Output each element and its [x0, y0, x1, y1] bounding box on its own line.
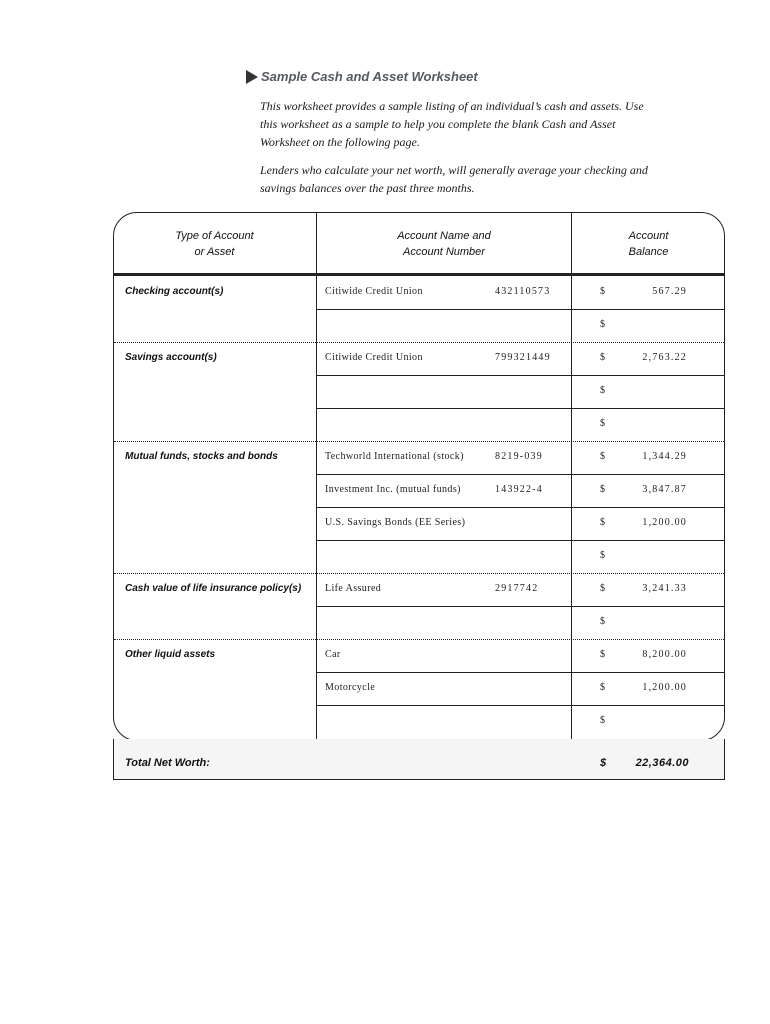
header-type-line2: or Asset [194, 246, 235, 258]
account-number: 8219-039 [495, 451, 543, 462]
category-label: Checking account(s) [125, 286, 224, 297]
account-number: 143922-4 [495, 484, 543, 495]
account-number: 799321449 [495, 352, 551, 363]
dollar-sign: $ [600, 451, 605, 462]
total-dollar-sign: $ [600, 757, 607, 769]
section-divider [114, 342, 724, 343]
account-name: Life Assured [325, 583, 382, 594]
account-balance: 567.29 [652, 286, 687, 297]
row-divider [317, 375, 724, 376]
intro-paragraph-1: This worksheet provides a sample listing of an individual’s cash and assets. Use this worksheet as a sample to help you complete the blank Cash and Asset Worksheet on the following page. [260, 99, 644, 149]
row-divider [317, 606, 724, 607]
row-divider [317, 705, 724, 706]
dollar-sign: $ [600, 385, 605, 396]
account-name: U.S. Savings Bonds (EE Series) [325, 517, 466, 528]
category-label: Savings account(s) [125, 352, 217, 363]
dollar-sign: $ [600, 583, 605, 594]
dollar-sign: $ [600, 418, 605, 429]
column-divider [571, 213, 572, 779]
intro-paragraph-2: Lenders who calculate your net worth, will generally average your checking and savings balances over the past three months. [260, 163, 648, 195]
dollar-sign: $ [600, 352, 605, 363]
account-name: Citiwide Credit Union [325, 286, 423, 297]
account-name: Motorcycle [325, 682, 376, 693]
dollar-sign: $ [600, 682, 605, 693]
row-divider [317, 474, 724, 475]
account-name: Car [325, 649, 341, 660]
dollar-sign: $ [600, 484, 605, 495]
account-balance: 1,200.00 [642, 517, 687, 528]
account-balance: 3,847.87 [642, 484, 687, 495]
row-divider [317, 507, 724, 508]
header-balance [572, 228, 725, 260]
category-label: Cash value of life insurance policy(s) [125, 583, 302, 594]
row-divider [317, 408, 724, 409]
dollar-sign: $ [600, 616, 605, 627]
account-name: Investment Inc. (mutual funds) [325, 484, 461, 495]
account-balance: 1,200.00 [642, 682, 687, 693]
dollar-sign: $ [600, 319, 605, 330]
worksheet-heading [246, 69, 478, 84]
account-balance: 3,241.33 [642, 583, 687, 594]
account-name: Citiwide Credit Union [325, 352, 423, 363]
header-rule [114, 273, 724, 276]
dollar-sign: $ [600, 517, 605, 528]
account-balance: 1,344.29 [642, 451, 687, 462]
header-name-line1: Account Name and [397, 230, 491, 242]
header-balance-line2: Balance [628, 246, 669, 258]
account-number: 2917742 [495, 583, 539, 594]
row-divider [317, 540, 724, 541]
section-divider [114, 441, 724, 442]
account-balance: 2,763.22 [642, 352, 687, 363]
row-divider [317, 672, 724, 673]
section-divider [114, 573, 724, 574]
header-type-line1: Type of Account [175, 230, 254, 242]
cash-asset-table [113, 212, 725, 781]
account-number: 432110573 [495, 286, 551, 297]
category-label: Other liquid assets [125, 649, 216, 660]
header-name [317, 228, 571, 260]
header-type [113, 228, 316, 260]
dollar-sign: $ [600, 715, 605, 726]
total-amount: 22,364.00 [635, 757, 689, 769]
dollar-sign: $ [600, 649, 605, 660]
dollar-sign: $ [600, 286, 605, 297]
header-balance-line1: Account [628, 230, 669, 242]
section-divider [114, 639, 724, 640]
dollar-sign: $ [600, 550, 605, 561]
row-divider [317, 309, 724, 310]
triangle-bullet-icon [246, 70, 258, 84]
total-label: Total Net Worth: [125, 757, 210, 769]
account-balance: 8,200.00 [642, 649, 687, 660]
account-name: Techworld International (stock) [325, 451, 464, 462]
column-divider [316, 213, 317, 740]
category-label: Mutual funds, stocks and bonds [125, 451, 278, 462]
header-name-line2: Account Number [403, 246, 485, 258]
heading-text: Sample Cash and Asset Worksheet [261, 69, 478, 84]
